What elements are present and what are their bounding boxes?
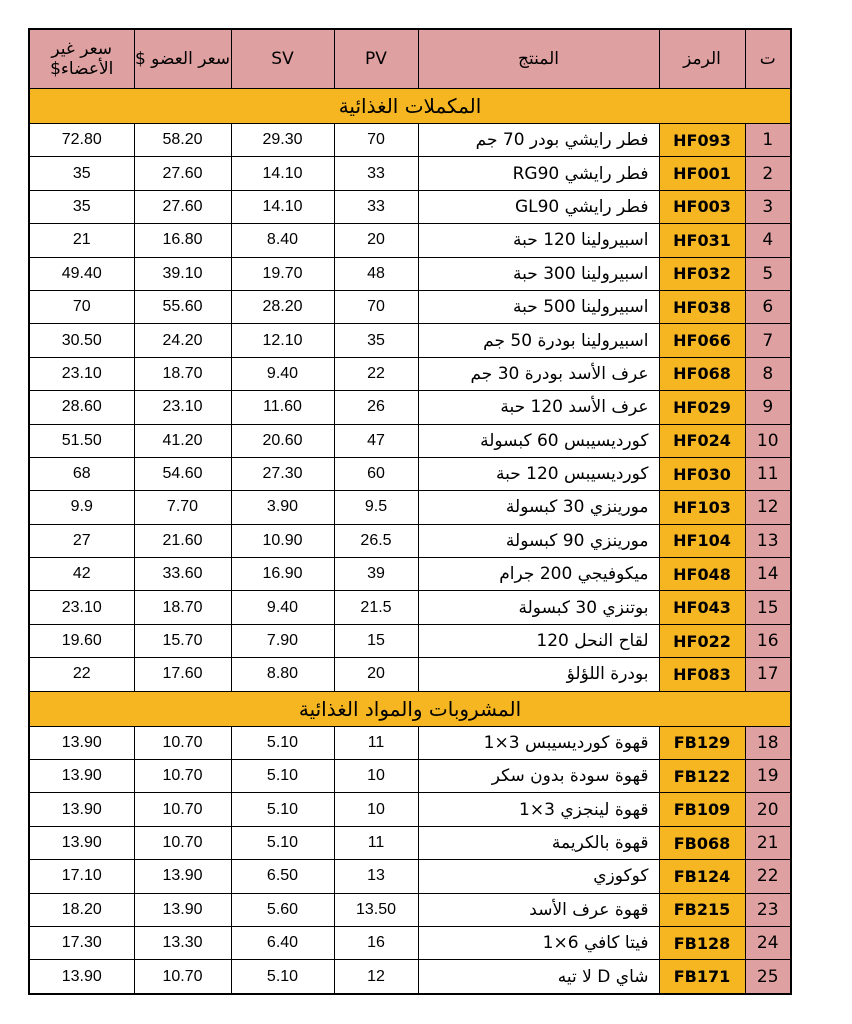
pv-value: 10 <box>334 760 418 793</box>
nonmember-price: 13.90 <box>29 960 134 994</box>
table-row <box>29 424 791 457</box>
product-code: HF083 <box>659 658 745 691</box>
table-row <box>29 224 791 257</box>
table-row <box>29 357 791 390</box>
pv-value: 20 <box>334 658 418 691</box>
nonmember-price: 51.50 <box>29 424 134 457</box>
nonmember-price: 42 <box>29 558 134 591</box>
row-index: 9 <box>745 391 791 424</box>
sv-value: 28.20 <box>231 290 334 323</box>
table-row <box>29 457 791 490</box>
product-name: قهوة بالكريمة <box>418 826 659 859</box>
sv-value: 20.60 <box>231 424 334 457</box>
row-index: 8 <box>745 357 791 390</box>
pv-value: 12 <box>334 960 418 994</box>
product-code: HF066 <box>659 324 745 357</box>
table-row <box>29 157 791 190</box>
table-row <box>29 926 791 959</box>
row-index: 15 <box>745 591 791 624</box>
product-name: قهوة كورديسيبس 3×1 <box>418 726 659 759</box>
product-code: FB128 <box>659 926 745 959</box>
row-index: 25 <box>745 960 791 994</box>
table-body <box>29 89 791 994</box>
sv-value: 16.90 <box>231 558 334 591</box>
table-row <box>29 391 791 424</box>
member-price: 10.70 <box>134 826 231 859</box>
member-price: 41.20 <box>134 424 231 457</box>
table-row <box>29 860 791 893</box>
sv-value: 9.40 <box>231 591 334 624</box>
header-row <box>29 29 791 89</box>
header-product: المنتج <box>418 29 659 89</box>
sv-value: 5.10 <box>231 726 334 759</box>
nonmember-price: 68 <box>29 457 134 490</box>
product-code: HF003 <box>659 190 745 223</box>
product-code: FB124 <box>659 860 745 893</box>
row-index: 11 <box>745 457 791 490</box>
nonmember-price: 30.50 <box>29 324 134 357</box>
pv-value: 13 <box>334 860 418 893</box>
table-row <box>29 524 791 557</box>
sv-value: 27.30 <box>231 457 334 490</box>
product-name: بودرة اللؤلؤ <box>418 658 659 691</box>
member-price: 17.60 <box>134 658 231 691</box>
pv-value: 9.5 <box>334 491 418 524</box>
sv-value: 5.10 <box>231 760 334 793</box>
sv-value: 19.70 <box>231 257 334 290</box>
section-title: المشروبات والمواد الغذائية <box>29 691 791 726</box>
product-name: اسبيرولينا 300 حبة <box>418 257 659 290</box>
member-price: 23.10 <box>134 391 231 424</box>
product-name: فيتا كافي 6×1 <box>418 926 659 959</box>
sv-value: 5.60 <box>231 893 334 926</box>
table-row <box>29 826 791 859</box>
product-code: HF022 <box>659 624 745 657</box>
product-name: فطر رايشي بودر 70 جم <box>418 124 659 157</box>
product-name: فطر رايشي GL90 <box>418 190 659 223</box>
member-price: 15.70 <box>134 624 231 657</box>
member-price: 27.60 <box>134 190 231 223</box>
member-price: 58.20 <box>134 124 231 157</box>
product-code: FB068 <box>659 826 745 859</box>
sv-value: 5.10 <box>231 960 334 994</box>
product-name: قهوة لينجزي 3×1 <box>418 793 659 826</box>
member-price: 13.30 <box>134 926 231 959</box>
nonmember-price: 13.90 <box>29 826 134 859</box>
product-name: عرف الأسد 120 حبة <box>418 391 659 424</box>
pv-value: 11 <box>334 826 418 859</box>
row-index: 7 <box>745 324 791 357</box>
member-price: 55.60 <box>134 290 231 323</box>
member-price: 10.70 <box>134 793 231 826</box>
product-code: HF043 <box>659 591 745 624</box>
row-index: 23 <box>745 893 791 926</box>
pv-value: 60 <box>334 457 418 490</box>
product-name: كورديسيبس 60 كبسولة <box>418 424 659 457</box>
row-index: 6 <box>745 290 791 323</box>
row-index: 18 <box>745 726 791 759</box>
product-code: HF093 <box>659 124 745 157</box>
nonmember-price: 17.30 <box>29 926 134 959</box>
nonmember-price: 28.60 <box>29 391 134 424</box>
table-row <box>29 324 791 357</box>
pv-value: 33 <box>334 157 418 190</box>
sv-value: 7.90 <box>231 624 334 657</box>
header-member-price: سعر العضو $ <box>134 29 231 89</box>
row-index: 4 <box>745 224 791 257</box>
nonmember-price: 35 <box>29 190 134 223</box>
nonmember-price: 70 <box>29 290 134 323</box>
table-row <box>29 591 791 624</box>
product-name: اسبيرولينا 120 حبة <box>418 224 659 257</box>
table-row <box>29 558 791 591</box>
row-index: 20 <box>745 793 791 826</box>
nonmember-price: 27 <box>29 524 134 557</box>
row-index: 5 <box>745 257 791 290</box>
member-price: 10.70 <box>134 726 231 759</box>
member-price: 33.60 <box>134 558 231 591</box>
sv-value: 3.90 <box>231 491 334 524</box>
pv-value: 21.5 <box>334 591 418 624</box>
sv-value: 6.40 <box>231 926 334 959</box>
table-row <box>29 893 791 926</box>
section-header-row <box>29 691 791 726</box>
product-name: اسبيرولينا بودرة 50 جم <box>418 324 659 357</box>
table-row <box>29 290 791 323</box>
row-index: 3 <box>745 190 791 223</box>
sv-value: 29.30 <box>231 124 334 157</box>
sv-value: 10.90 <box>231 524 334 557</box>
table-row <box>29 491 791 524</box>
table-row <box>29 658 791 691</box>
table-row <box>29 190 791 223</box>
member-price: 18.70 <box>134 357 231 390</box>
row-index: 21 <box>745 826 791 859</box>
nonmember-price: 22 <box>29 658 134 691</box>
product-code: HF032 <box>659 257 745 290</box>
pv-value: 10 <box>334 793 418 826</box>
member-price: 16.80 <box>134 224 231 257</box>
nonmember-price: 49.40 <box>29 257 134 290</box>
nonmember-price: 13.90 <box>29 793 134 826</box>
pv-value: 22 <box>334 357 418 390</box>
nonmember-price: 13.90 <box>29 726 134 759</box>
row-index: 10 <box>745 424 791 457</box>
product-code: HF030 <box>659 457 745 490</box>
product-code: HF104 <box>659 524 745 557</box>
member-price: 27.60 <box>134 157 231 190</box>
sv-value: 5.10 <box>231 826 334 859</box>
product-code: HF103 <box>659 491 745 524</box>
header-code: الرمز <box>659 29 745 89</box>
pv-value: 47 <box>334 424 418 457</box>
sv-value: 5.10 <box>231 793 334 826</box>
pv-value: 33 <box>334 190 418 223</box>
table-row <box>29 257 791 290</box>
row-index: 16 <box>745 624 791 657</box>
product-name: لقاح النحل 120 <box>418 624 659 657</box>
nonmember-price: 9.9 <box>29 491 134 524</box>
sv-value: 14.10 <box>231 190 334 223</box>
header-index: ت <box>745 29 791 89</box>
row-index: 19 <box>745 760 791 793</box>
product-name: اسبيرولينا 500 حبة <box>418 290 659 323</box>
product-name: كورديسيبس 120 حبة <box>418 457 659 490</box>
sv-value: 9.40 <box>231 357 334 390</box>
member-price: 10.70 <box>134 760 231 793</box>
nonmember-price: 72.80 <box>29 124 134 157</box>
row-index: 2 <box>745 157 791 190</box>
member-price: 21.60 <box>134 524 231 557</box>
table-row <box>29 124 791 157</box>
pv-value: 35 <box>334 324 418 357</box>
pv-value: 70 <box>334 290 418 323</box>
table-row <box>29 793 791 826</box>
row-index: 24 <box>745 926 791 959</box>
product-name: ميكوفيجي 200 جرام <box>418 558 659 591</box>
member-price: 7.70 <box>134 491 231 524</box>
product-code: HF029 <box>659 391 745 424</box>
product-code: FB171 <box>659 960 745 994</box>
table-row <box>29 960 791 994</box>
nonmember-price: 17.10 <box>29 860 134 893</box>
product-name: قهوة سودة بدون سكر <box>418 760 659 793</box>
product-code: FB122 <box>659 760 745 793</box>
product-code: HF001 <box>659 157 745 190</box>
pv-value: 26 <box>334 391 418 424</box>
product-name: عرف الأسد بودرة 30 جم <box>418 357 659 390</box>
row-index: 1 <box>745 124 791 157</box>
nonmember-price: 23.10 <box>29 591 134 624</box>
member-price: 24.20 <box>134 324 231 357</box>
pv-value: 70 <box>334 124 418 157</box>
sv-value: 8.40 <box>231 224 334 257</box>
member-price: 39.10 <box>134 257 231 290</box>
table-row <box>29 624 791 657</box>
nonmember-price: 19.60 <box>29 624 134 657</box>
product-code: HF024 <box>659 424 745 457</box>
product-name: شاي D لا تيه <box>418 960 659 994</box>
product-name: قهوة عرف الأسد <box>418 893 659 926</box>
product-name: مورينزي 30 كبسولة <box>418 491 659 524</box>
row-index: 14 <box>745 558 791 591</box>
pv-value: 20 <box>334 224 418 257</box>
sv-value: 11.60 <box>231 391 334 424</box>
row-index: 17 <box>745 658 791 691</box>
row-index: 12 <box>745 491 791 524</box>
nonmember-price: 35 <box>29 157 134 190</box>
member-price: 10.70 <box>134 960 231 994</box>
product-code: FB215 <box>659 893 745 926</box>
row-index: 13 <box>745 524 791 557</box>
sv-value: 14.10 <box>231 157 334 190</box>
pv-value: 26.5 <box>334 524 418 557</box>
nonmember-price: 18.20 <box>29 893 134 926</box>
product-name: فطر رايشي RG90 <box>418 157 659 190</box>
pv-value: 11 <box>334 726 418 759</box>
product-code: HF038 <box>659 290 745 323</box>
member-price: 18.70 <box>134 591 231 624</box>
header-sv: SV <box>231 29 334 89</box>
product-code: HF031 <box>659 224 745 257</box>
pv-value: 16 <box>334 926 418 959</box>
sv-value: 8.80 <box>231 658 334 691</box>
pv-value: 13.50 <box>334 893 418 926</box>
pv-value: 15 <box>334 624 418 657</box>
table-row <box>29 760 791 793</box>
product-code: HF048 <box>659 558 745 591</box>
nonmember-price: 13.90 <box>29 760 134 793</box>
price-table <box>28 28 792 995</box>
section-title: المكملات الغذائية <box>29 89 791 124</box>
table-row <box>29 726 791 759</box>
member-price: 13.90 <box>134 860 231 893</box>
product-code: FB129 <box>659 726 745 759</box>
pv-value: 39 <box>334 558 418 591</box>
header-nonmember-price: سعر غير الأعضاء$ <box>29 29 134 89</box>
pv-value: 48 <box>334 257 418 290</box>
product-code: HF068 <box>659 357 745 390</box>
header-pv: PV <box>334 29 418 89</box>
member-price: 54.60 <box>134 457 231 490</box>
product-code: FB109 <box>659 793 745 826</box>
product-name: كوكوزي <box>418 860 659 893</box>
section-header-row <box>29 89 791 124</box>
sv-value: 12.10 <box>231 324 334 357</box>
product-name: بوتنزي 30 كبسولة <box>418 591 659 624</box>
nonmember-price: 21 <box>29 224 134 257</box>
row-index: 22 <box>745 860 791 893</box>
product-name: مورينزي 90 كبسولة <box>418 524 659 557</box>
sv-value: 6.50 <box>231 860 334 893</box>
nonmember-price: 23.10 <box>29 357 134 390</box>
member-price: 13.90 <box>134 893 231 926</box>
